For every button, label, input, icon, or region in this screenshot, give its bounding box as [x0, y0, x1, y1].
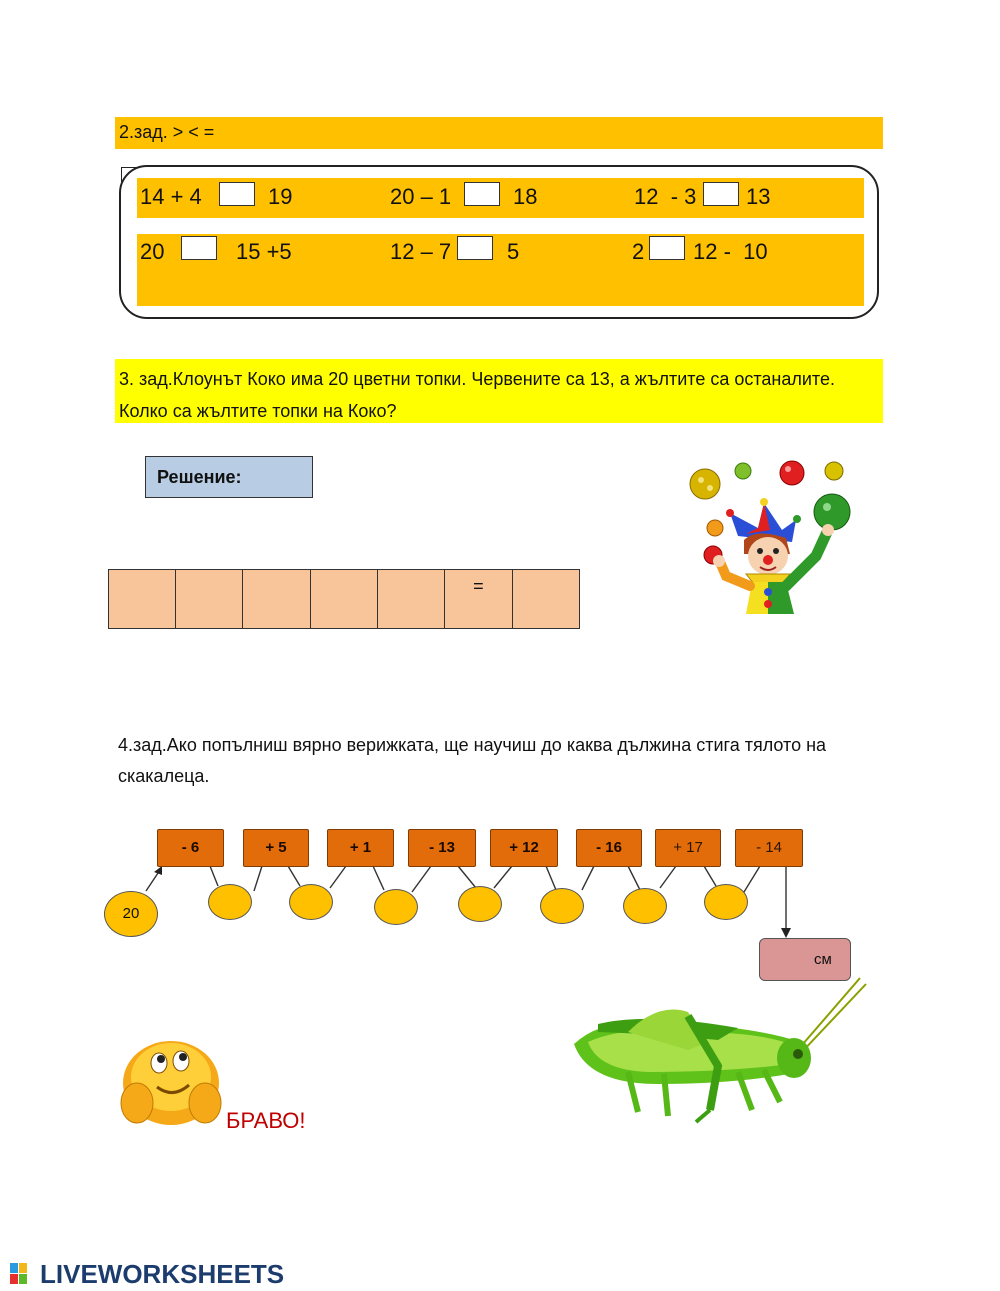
task3-heading: 3. зад.Клоунът Коко има 20 цветни топки. Червените са 13, а жълтите са останалите. Колко са жълтите топки на Коко? [119, 369, 835, 421]
equals-cell: = [445, 570, 513, 629]
expr-right: 13 [746, 184, 771, 209]
expr-right: 15 +5 [236, 239, 292, 264]
chain-answer-oval[interactable] [289, 884, 333, 920]
chain-operation: + 12 [490, 829, 558, 867]
expr-left: 20 [140, 239, 165, 264]
chain-operation: - 13 [408, 829, 476, 867]
solution-label: Решение: [157, 467, 242, 487]
task2-heading: 2.зад. > < = [119, 122, 215, 142]
brand-logo-icon [10, 1263, 36, 1285]
chain-operation: + 5 [243, 829, 309, 867]
chain-answer-oval[interactable] [208, 884, 252, 920]
unit-label: см [814, 951, 832, 968]
task4-instruction: 4.зад.Ако попълниш вярно верижката, ще научиш до каква дължина стига тялото на скакалеца. [118, 735, 827, 786]
expr-right: 5 [507, 239, 520, 264]
expr-left: 12 - 3 [634, 184, 697, 209]
expr-left: 14 + 4 [140, 184, 202, 209]
chain-operation: + 1 [327, 829, 394, 867]
expr-left: 2 [632, 239, 645, 264]
expr-left: 20 – 1 [390, 184, 452, 209]
expr-right: 12 - 10 [693, 239, 768, 264]
thinking-smiley-illustration [117, 1033, 225, 1129]
bravo-text: БРАВО! [226, 1108, 306, 1133]
chain-answer-oval[interactable] [374, 889, 418, 925]
chain-operation: - 14 [735, 829, 803, 867]
chain-operation: - 16 [576, 829, 642, 867]
chain-operation: - 6 [157, 829, 224, 867]
chain-start-value: 20 [104, 891, 158, 937]
chain-answer-oval[interactable] [540, 888, 584, 924]
brand-name: LIVEWORKSHEETS [40, 1259, 285, 1289]
chain-operation: + 17 [655, 829, 721, 867]
expr-left: 12 – 7 [390, 239, 452, 264]
expr-right: 19 [268, 184, 293, 209]
chain-answer-oval[interactable] [704, 884, 748, 920]
chain-answer-oval[interactable] [458, 886, 502, 922]
expr-right: 18 [513, 184, 538, 209]
chain-answer-oval[interactable] [623, 888, 667, 924]
grasshopper-illustration [568, 972, 870, 1132]
